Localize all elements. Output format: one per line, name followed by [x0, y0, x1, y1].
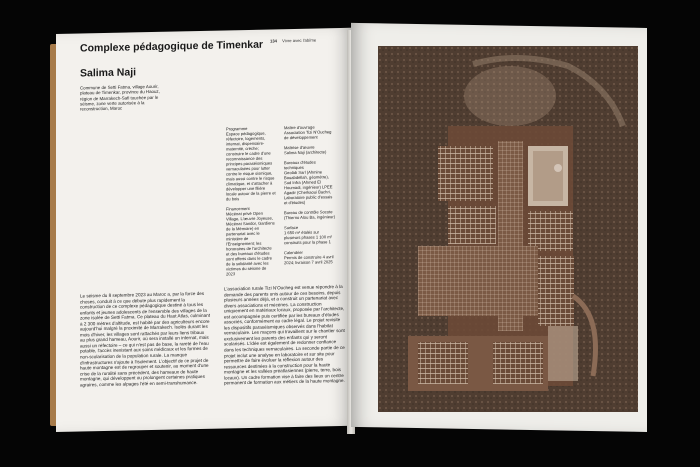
body-text-column-1: Le séisme du 8 septembre 2023 au Maroc a, par la force des choses, conduit à ce que débute plus rapidement la construction de ce complexe pédagogique destiné à tous les enfants et jeunes adolescents de l'ensemble des villages de la zone isolée de Setti Fatma. Ce plateau du Haut Atlas, culminant à 2 300 mètres d'altitude, est habité par des agriculteurs encore aujourd'hui malgré la proximité de Marrakech. Isolés durant les mois d'hiver, les villages sont rattachés par leurs liens tribaux au plus grand hameau, Aourir, où sera installé un internat, mais aussi un réfectoire – ce qui n'est pas de base, la rareté de l'eau potable, l'accès inexistant aux soins médicaux et les formes de non-scolarisation de la population rurale. La manque d'infrastructures s'ajoute à l'isolement. L'objectif de ce projet de haute montagne est de regrouper et soutenir, au moment d'une crise de la ruralité sans précédent, des hameaux de haute montagne, qui développent ou prolongent certaines pratiques agraires, comme les alpages l'été en semi-transhumance.: [80, 290, 210, 388]
body-text-column-2: L'association rurale Tizi N'Oucheg est venue répondre à la demande des parents unis autour de ces besoins, depuis plusieurs années déjà, et a construit un partenariat avec divers associations et mécènes. La construction uniquement en matériaux locaux, proposée par l'architecte, est accompagnée puis certifiée par les bureaux d'études associés, conformément au cadre légal. Le projet revisite les dispositifs paraséismiques observés dans l'habitat vernaculaire. Les maçons qui travaillent sur le chantier sont exclusivement les parents des enfants qui y seront scolarisés. L'idée est également de redonner confiance dans les techniques vernaculaires. La seconde partie de ce projet inclut une analyse en laboratoire et sur site pour permettre de faire évoluer la réflexion autour des ressources destinées à la construction pour la haute montagne et les vallées préatlasiennes (pierre, terre, bois locaux). Un cadre formation vise à faire des lieux un centre permanent de formation aux métiers de la haute montagne.: [224, 283, 345, 386]
aerial-photo: [378, 46, 638, 412]
location-intro: Commune de Setti Fatma, village Aourir, plateau de Timenkar, province du Haouz, région de Marrakech-Safi touchée par le séisme, zone verte autorisée à la reconstruction, Maroc: [80, 83, 160, 112]
page-number: 134: [270, 38, 277, 44]
left-page: [56, 28, 352, 432]
running-head: Vivre avec l'abîme: [282, 37, 317, 44]
running-header: [270, 38, 316, 44]
credits-column-1: Programme Espace pédagogique, réfectoire, logements, internat, dispensaire-maternité, crèche; construire le cadre d'une reconnaissance des principes paraséismiques vernaculaires pour lutter contre le risque sismique, mais aussi contre le risque climatique, et s'attacher à développer une filière locale autour de la pierre et du bois Financement Mécénat privé Open Village, L'œuvre Joyeuse, Mécénat Sandor, Gardiens de la Mémoire) en partenariat avec le ministère de l'Enseignement; les honoraires de l'architecte et des bureaux d'études sont offerts dans le cadre de la solidarité avec les victimes du séisme de 2023: [226, 125, 276, 277]
article-title: Complexe pédagogique de Timenkar: [80, 38, 264, 55]
credits-column-2: Maître d'ouvrage Association Tizi N'Oucheg de développement Maîtrise d'œuvre Salima Naji (architecte) Bureaux d'études techniques Geolab Sarl (Ahmine Bouabdellah, géomètre), Sud Infra (Ahmed El Houmadi, ingénieur) LPEE Agadir (Cherkaoui Bachri, Laboratoire public d'essais et d'études) Bureau de contrôle Socote (Thierno Alou Ba, ingénieur) Surface 1 650 m² étalés sur plusieurs phases 1 100 m² construits pour la phase 1 Calendrier Permis de construire 4 avril 2024; livraison 7 avril 2025: [284, 124, 335, 266]
article-author: Salima Naji: [80, 66, 137, 80]
